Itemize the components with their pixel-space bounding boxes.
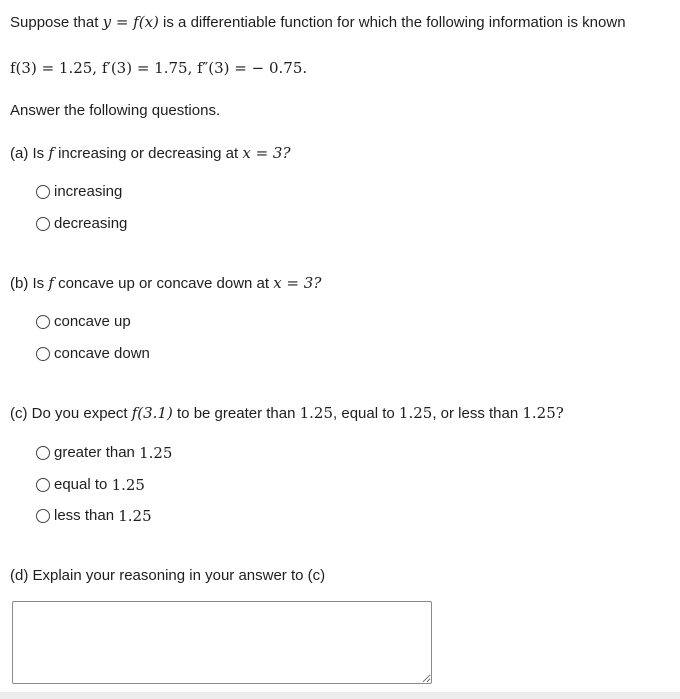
qc-v3: 1.25? — [522, 404, 564, 422]
question-a — [10, 143, 291, 164]
qa-mid: increasing or decreasing at — [58, 145, 239, 162]
radio-increasing[interactable] — [36, 185, 50, 199]
qc-v2: 1.25 — [398, 404, 433, 422]
radio-equal-to[interactable] — [36, 478, 50, 492]
qc-mid1: to be greater than — [177, 405, 296, 422]
option-greater-value: 1.25 — [139, 444, 173, 462]
radio-greater-than[interactable] — [36, 446, 50, 460]
qa-prefix: (a) Is — [10, 145, 45, 162]
option-increasing-label: increasing — [54, 183, 123, 200]
option-concave-down[interactable] — [36, 345, 150, 363]
given-values — [10, 58, 307, 78]
intro-text: Suppose that — [10, 14, 99, 31]
qa-math: x = 3? — [242, 144, 291, 162]
qc-mid3: , or less than — [432, 405, 519, 422]
bottom-bar — [0, 692, 680, 699]
qb-mid: concave up or concave down at — [58, 275, 270, 292]
qb-prefix: (b) Is — [10, 275, 45, 292]
intro-rest: is a differentiable function for which the following information is known — [158, 14, 626, 31]
given-fpp: f″(3) = − 0.75. — [197, 59, 308, 77]
option-equal-to[interactable] — [36, 476, 145, 494]
intro-eq: = — [111, 13, 134, 31]
intro-y: y — [102, 13, 112, 31]
given-fp: f′(3) = 1.75, — [101, 59, 193, 77]
qc-mid2: , equal to — [333, 405, 395, 422]
radio-less-than[interactable] — [36, 509, 50, 523]
option-concave-down-label: concave down — [54, 345, 150, 362]
qa-f: f — [48, 144, 54, 162]
option-less-label: less than — [54, 507, 115, 524]
reasoning-textarea[interactable] — [12, 601, 432, 684]
intro-fx: f(x) — [133, 13, 159, 31]
option-increasing[interactable] — [36, 183, 122, 201]
qb-math: x = 3? — [273, 274, 322, 292]
intro-line — [10, 12, 626, 33]
radio-concave-down[interactable] — [36, 347, 50, 361]
qb-f: f — [48, 274, 54, 292]
option-equal-value: 1.25 — [111, 476, 145, 494]
question-c — [10, 403, 564, 424]
option-less-value: 1.25 — [118, 507, 152, 525]
option-equal-label: equal to — [54, 476, 108, 493]
given-f: f(3) = 1.25, — [10, 59, 98, 77]
question-b — [10, 273, 321, 294]
option-less-than[interactable] — [36, 507, 152, 525]
question-d: (d) Explain your reasoning in your answer to (c) — [10, 567, 326, 584]
radio-decreasing[interactable] — [36, 217, 50, 231]
qc-prefix: (c) Do you expect — [10, 405, 128, 422]
option-decreasing-label: decreasing — [54, 215, 128, 232]
option-greater-label: greater than — [54, 444, 135, 461]
radio-concave-up[interactable] — [36, 315, 50, 329]
option-greater-than[interactable] — [36, 444, 172, 462]
qc-f: f(3.1) — [131, 404, 173, 422]
instruction: Answer the following questions. — [10, 102, 221, 119]
qc-v1: 1.25 — [299, 404, 334, 422]
option-concave-up-label: concave up — [54, 313, 131, 330]
option-concave-up[interactable] — [36, 313, 131, 331]
option-decreasing[interactable] — [36, 215, 127, 233]
